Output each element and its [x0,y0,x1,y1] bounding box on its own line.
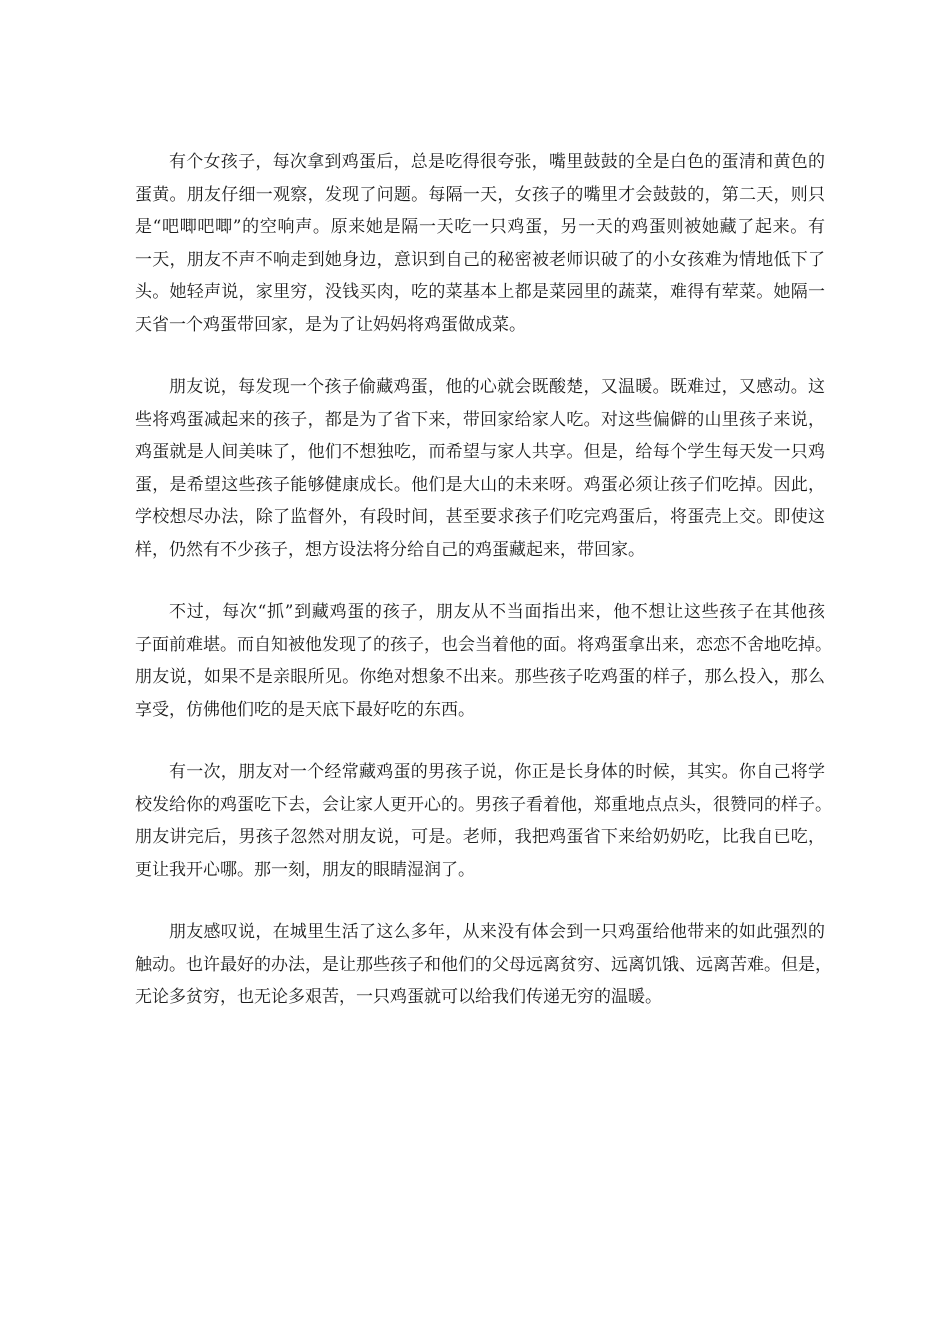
paragraph-line: 无论多贫穷，也无论多艰苦，一只鸡蛋就可以给我们传递无穷的温暖。 [135,987,662,1007]
paragraph-line: 朋友讲完后，男孩子忽然对朋友说，可是。老师，我把鸡蛋省下来给奶奶吃，比我自已吃， [135,827,825,847]
paragraph-line: 样，仍然有不少孩子，想方设法将分给自己的鸡蛋藏起来，带回家。 [135,539,645,560]
paragraph-line: 朋友感叹说，在城里生活了这么多年，从来没有体会到一只鸡蛋给他带来的如此强烈的 [169,922,825,942]
paragraph-line: 子面前难堪。而自知被他发现了的孩子，也会当着他的面。将鸡蛋拿出来，恋恋不舍地吃掉。 [135,634,832,655]
paragraph-line: 朋友说，每发现一个孩子偷藏鸡蛋，他的心就会既酸楚，又温暖。既难过，又感动。这 [169,377,825,397]
paragraph-line: 是“吧唧吧唧”的空响声。原来她是隔一天吃一只鸡蛋，另一天的鸡蛋则被她藏了起来。有 [135,217,825,237]
paragraph-line: 一天，朋友不声不响走到她身边，意识到自己的秘密被老师识破了的小女孩难为情地低下了 [135,249,825,270]
paragraph-line: 蛋，是希望这些孩子能够健康成长。他们是大山的未来呀。鸡蛋必须让孩子们吃掉。因此， [135,474,825,495]
paragraph-4 [135,756,832,886]
paragraph-line: 朋友说，如果不是亲眼所见。你绝对想象不出来。那些孩子吃鸡蛋的样子，那么投入，那么 [135,667,825,687]
paragraph-line: 学校想尽办法，除了监督外，有段时间，甚至要求孩子们吃完鸡蛋后，将蛋壳上交。即使这 [135,507,825,527]
paragraph-2 [135,371,825,566]
paragraph-line: 享受，仿佛他们吃的是天底下最好吃的东西。 [135,699,475,720]
paragraph-line: 蛋黄。朋友仔细一观察，发现了问题。每隔一天，女孩子的嘴里才会鼓鼓的，第二天，则只 [135,184,825,205]
paragraph-line: 鸡蛋就是人间美味了，他们不想独吃，而希望与家人共享。但是，给每个学生每天发一只鸡 [135,442,825,462]
paragraph-line: 校发给你的鸡蛋吃下去，会让家人更开心的。男孩子看着他，郑重地点点头，很赞同的样子。 [135,794,832,815]
paragraph-line: 有一次，朋友对一个经常藏鸡蛋的男孩子说，你正是长身体的时候，其实。你自己将学 [169,762,825,782]
paragraph-line: 更让我开心哪。那一刻，朋友的眼睛湿润了。 [135,859,475,880]
document-body [135,146,832,1044]
paragraph-5 [135,916,832,1014]
paragraph-1 [135,146,825,341]
paragraph-line: 头。她轻声说，家里穷，没钱买肉，吃的菜基本上都是菜园里的蔬菜，难得有荤菜。她隔一 [135,282,825,302]
paragraph-line: 触动。也许最好的办法，是让那些孩子和他们的父母远离贫穷、远离饥饿、远离苦难。但是， [135,954,832,975]
paragraph-line: 些将鸡蛋减起来的孩子，都是为了省下来，带回家给家人吃。对这些偏僻的山里孩子来说， [135,409,825,430]
paragraph-line: 有个女孩子，每次拿到鸡蛋后，总是吃得很夸张，嘴里鼓鼓的全是白色的蛋清和黄色的 [169,152,825,172]
paragraph-3 [135,596,832,726]
paragraph-line: 不过，每次“抓”到藏鸡蛋的孩子，朋友从不当面指出来，他不想让这些孩子在其他孩 [169,602,825,622]
paragraph-line: 天省一个鸡蛋带回家，是为了让妈妈将鸡蛋做成菜。 [135,314,526,335]
